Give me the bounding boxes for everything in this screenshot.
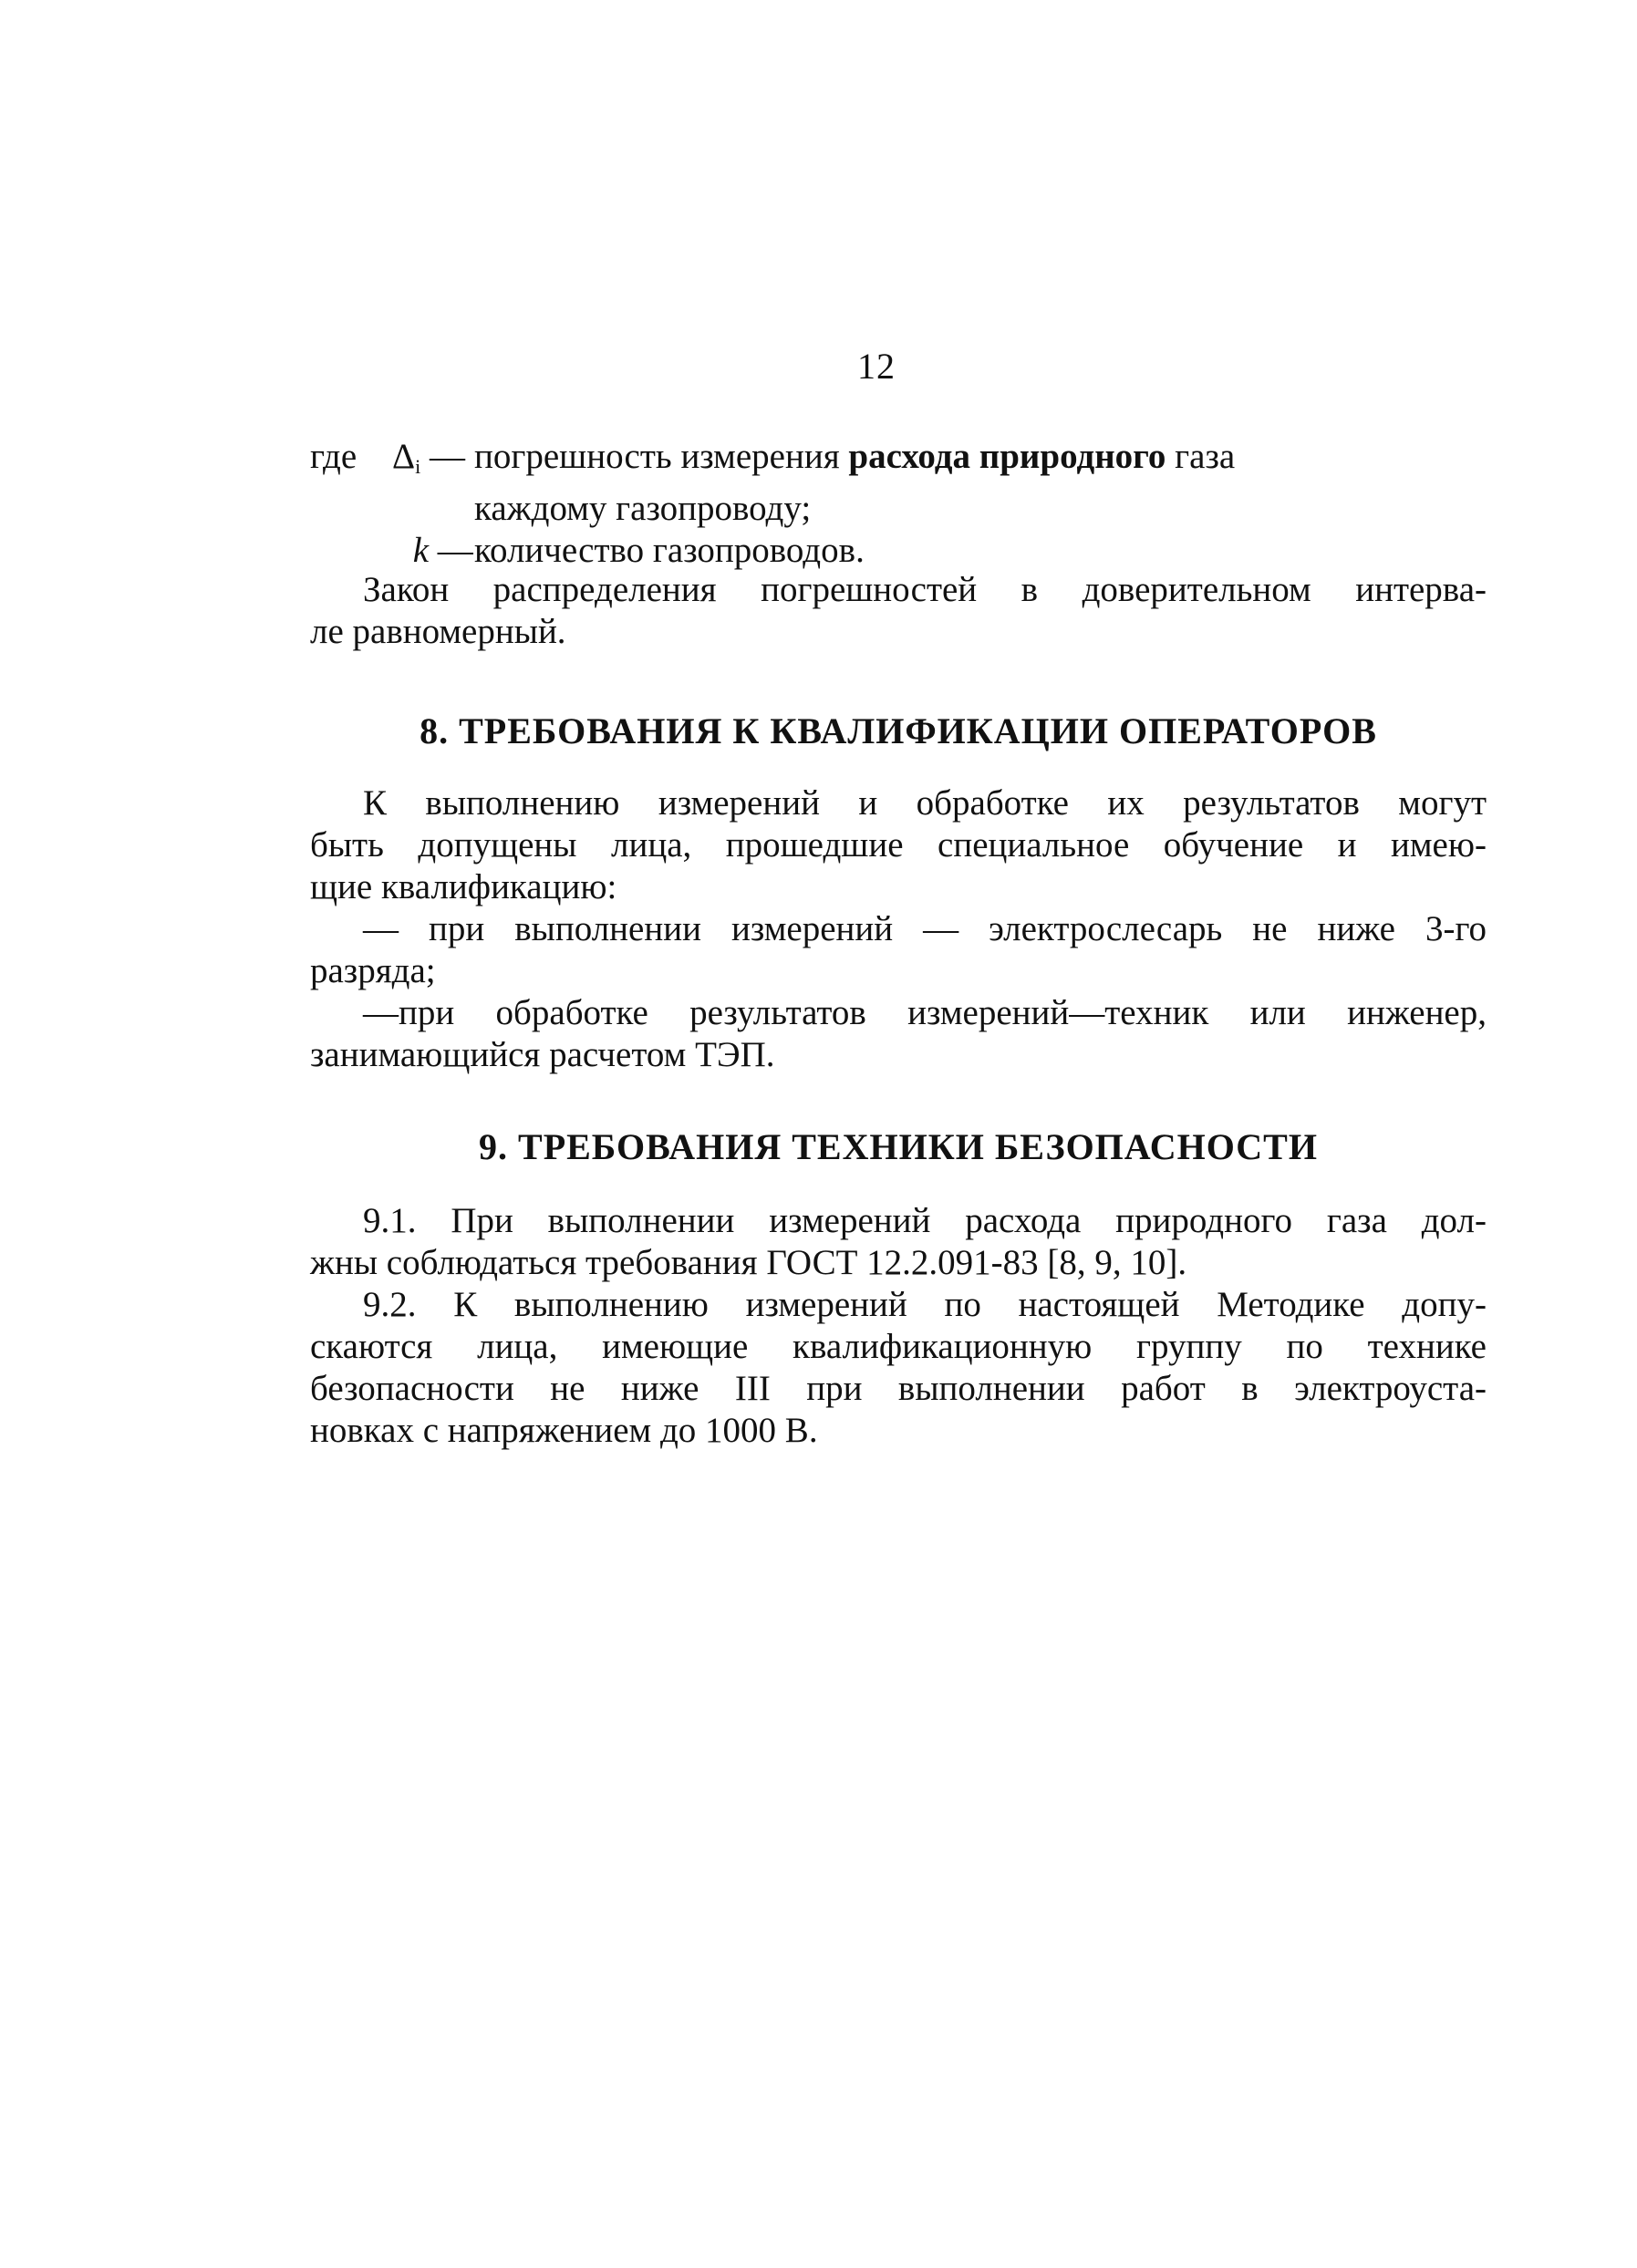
delta-definition-text: погрешность измерения расхода природного газа	[474, 437, 1236, 476]
section-9-heading: 9. ТРЕБОВАНИЯ ТЕХНИКИ БЕЗОПАСНОСТИ	[479, 1126, 1318, 1167]
s8-p1-line-2: быть допущены лица, прошедшие специальное обучение и имею-	[310, 825, 1487, 865]
section-8-body	[310, 782, 1487, 1076]
k-definition-text: количество газопроводов.	[474, 531, 865, 570]
s9-p1-line-2: жны соблюдаться требования ГОСТ 12.2.091-83 [8, 9, 10].	[310, 1243, 1187, 1282]
k-symbol: k —	[412, 531, 473, 570]
definitions-block	[310, 436, 1487, 572]
definition-delta	[310, 436, 1487, 488]
law-paragraph	[310, 569, 1487, 653]
section-9-body	[310, 1200, 1487, 1452]
s9-p2-line-2: скаются лица, имеющие квалификационную группу по технике	[310, 1327, 1487, 1366]
s9-p2-line-3: безопасности не ниже III при выполнении работ в электроуста-	[310, 1369, 1487, 1408]
s8-p3-line-1: —при обработке результатов измерений—техник или инженер,	[363, 993, 1487, 1032]
page-number: 12	[857, 346, 896, 387]
s9-p2-line-1: 9.2. К выполнению измерений по настоящей Методике допу-	[363, 1285, 1487, 1324]
where-label: где	[310, 437, 357, 476]
s9-p2-line-4: новках с напряжением до 1000 В.	[310, 1411, 818, 1450]
s9-p1-line-1: 9.1. При выполнении измерений расхода природного газа дол-	[363, 1201, 1487, 1240]
s8-p3-line-2: занимающийся расчетом ТЭП.	[310, 1035, 775, 1074]
law-line-1: Закон распределения погрешностей в доверительном интерва-	[363, 570, 1487, 609]
s8-p1-line-3: щие квалификацию:	[310, 867, 617, 906]
law-line-2: ле равномерный.	[310, 612, 566, 651]
s8-p2-line-1: — при выполнении измерений — электрослесарь не ниже 3-го	[363, 909, 1487, 948]
delta-symbol: $\Delta_i$ —	[392, 437, 465, 478]
section-8-heading: 8. ТРЕБОВАНИЯ К КВАЛИФИКАЦИИ ОПЕРАТОРОВ	[420, 710, 1377, 751]
s8-p2-line-2: разряда;	[310, 951, 436, 990]
definition-k	[310, 530, 1487, 572]
s8-p1-line-1: К выполнению измерений и обработке их результатов могут	[363, 783, 1487, 823]
delta-definition-continuation: каждому газопроводу;	[474, 489, 812, 528]
